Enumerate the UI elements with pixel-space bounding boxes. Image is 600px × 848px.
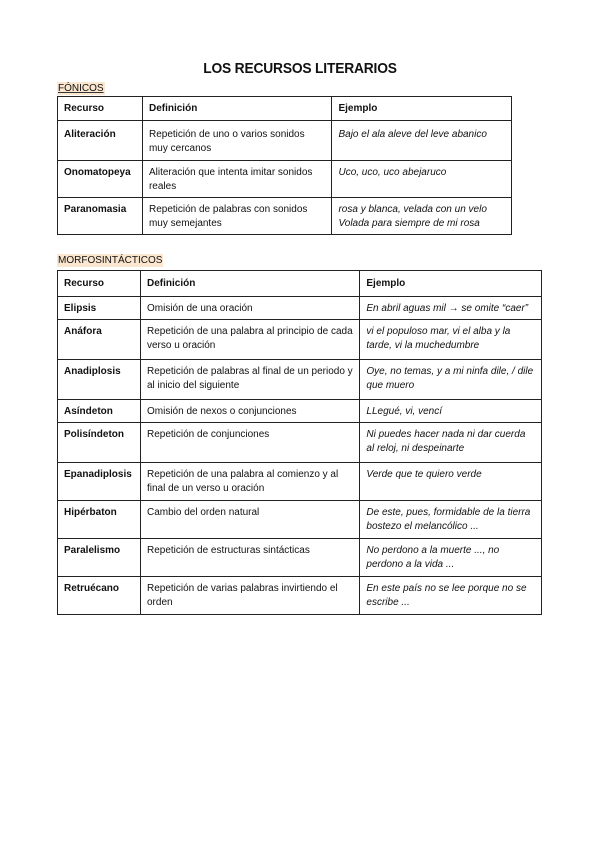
definicion-cell: Repetición de una palabra al comienzo y al final de un verso u oración: [140, 463, 359, 501]
recurso-cell: Onomatopeya: [58, 161, 143, 198]
recurso-cell: Asíndeton: [58, 400, 141, 423]
section-label-fonicos: FÓNICOS: [58, 83, 104, 94]
header-ejemplo: Ejemplo: [332, 97, 512, 121]
table-row: [58, 539, 542, 577]
header-recurso: Recurso: [58, 97, 143, 121]
table-header-row: [58, 97, 512, 121]
definicion-cell: Repetición de estructuras sintácticas: [140, 539, 359, 577]
ejemplo-cell: En este país no se lee porque no se escribe ...: [360, 577, 542, 615]
table-row: [58, 161, 512, 198]
morfosintacticos-table: [57, 270, 542, 615]
ejemplo-cell: Verde que te quiero verde: [360, 463, 542, 501]
recurso-cell: Polisíndeton: [58, 423, 141, 463]
ejemplo-cell: En abril aguas mil → se omite “caer”: [360, 297, 542, 320]
ejemplo-cell-aliteracion: [332, 121, 512, 161]
ejemplo-cell: De este, pues, formidable de la tierra bostezo el melancólico ...: [360, 501, 542, 539]
recurso-cell: Aliteración: [58, 121, 143, 161]
section-label-morfosintacticos: MORFOSINTÁCTICOS: [58, 255, 163, 266]
definicion-cell: Repetición de una palabra al principio de cada verso u oración: [140, 320, 359, 360]
header-ejemplo: Ejemplo: [360, 271, 542, 297]
page-title: LOS RECURSOS LITERARIOS: [203, 60, 397, 77]
ejemplo-cell: Ni puedes hacer nada ni dar cuerda al reloj, ni despeinarte: [360, 423, 542, 463]
table-row: [58, 423, 542, 463]
table-row: [58, 297, 542, 320]
recurso-cell: Paranomasia: [58, 198, 143, 235]
recurso-cell: Hipérbaton: [58, 501, 141, 539]
definicion-cell: Repetición de palabras con sonidos muy semejantes: [142, 198, 332, 235]
recurso-cell: Retruécano: [58, 577, 141, 615]
definicion-cell: Repetición de palabras al final de un periodo y al inicio del siguiente: [140, 360, 359, 400]
table-row: [58, 501, 542, 539]
table-row: [58, 320, 542, 360]
ejemplo-cell: LLegué, vi, vencí: [360, 400, 542, 423]
header-definicion: Definición: [142, 97, 332, 121]
table-row: [58, 463, 542, 501]
table-header-row: [58, 271, 542, 297]
table-row: [58, 198, 512, 235]
table-row: [58, 577, 542, 615]
ejemplo-cell: No perdono a la muerte ..., no perdono a la vida ...: [360, 539, 542, 577]
recurso-cell: Anáfora: [58, 320, 141, 360]
definicion-cell: Omisión de nexos o conjunciones: [140, 400, 359, 423]
ejemplo-cell: Uco, uco, uco abejaruco: [332, 161, 512, 198]
definicion-cell: Repetición de conjunciones: [140, 423, 359, 463]
recurso-cell: Epanadiplosis: [58, 463, 141, 501]
recurso-cell: Paralelismo: [58, 539, 141, 577]
recurso-cell: Anadiplosis: [58, 360, 141, 400]
header-recurso: Recurso: [58, 271, 141, 297]
definicion-cell: Cambio del orden natural: [140, 501, 359, 539]
table-row: [58, 121, 512, 161]
table-row: [58, 400, 542, 423]
recurso-cell: Elipsis: [58, 297, 141, 320]
aliteracion-example: Bajo el ala aleve del leve abanico: [338, 129, 487, 140]
fonicos-table: [57, 96, 512, 235]
table-row: [58, 360, 542, 400]
definicion-cell: Omisión de una oración: [140, 297, 359, 320]
definicion-cell: Repetición de varias palabras invirtiendo el orden: [140, 577, 359, 615]
header-definicion: Definición: [140, 271, 359, 297]
ejemplo-cell: rosa y blanca, velada con un velo Volada para siempre de mi rosa: [332, 198, 512, 235]
definicion-cell: Repetición de uno o varios sonidos muy cercanos: [142, 121, 332, 161]
ejemplo-cell: vi el populoso mar, vi el alba y la tarde, vi la muchedumbre: [360, 320, 542, 360]
definicion-cell: Aliteración que intenta imitar sonidos reales: [142, 161, 332, 198]
ejemplo-cell: Oye, no temas, y a mi ninfa dile, / dile que muero: [360, 360, 542, 400]
